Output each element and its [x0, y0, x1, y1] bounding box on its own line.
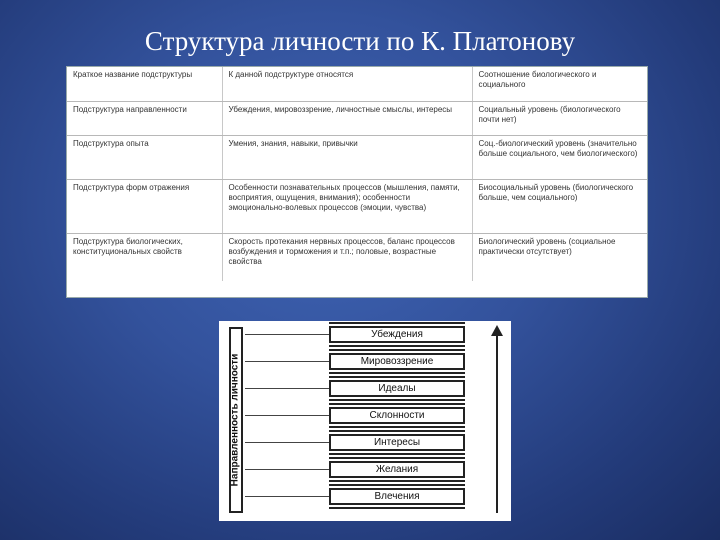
table-cell: Подструктура направленности [67, 101, 222, 135]
level-box: Склонности [329, 407, 465, 424]
connector-line [245, 496, 329, 497]
level-box: Идеалы [329, 380, 465, 397]
table-cell: Убеждения, мировоззрение, личностные смыслы, интересы [222, 101, 472, 135]
slide-title: Структура личности по К. Платонову [144, 26, 576, 56]
table-row [67, 101, 647, 135]
table-cell: Биологический уровень (социальное практически отсутствует) [478, 236, 616, 256]
orientation-axis-label: Направленность личности [229, 353, 241, 487]
table-row [67, 179, 647, 233]
level-box: Мировоззрение [329, 353, 465, 370]
connector-line [245, 415, 329, 416]
table-cell: Умения, знания, навыки, привычки [222, 135, 472, 179]
table-cell: Подструктура опыта [67, 135, 222, 179]
upward-arrow-line [496, 335, 498, 513]
header-cell-components: К данной подструктуре относятся [222, 67, 472, 101]
table-row [67, 135, 647, 179]
up-arrow-icon [491, 325, 503, 336]
table-cell: Социальный уровень (биологического почти нет) [472, 101, 647, 135]
header-cell-ratio: Соотношение биологического и социального [472, 67, 647, 101]
header-cell-substructure: Краткое название подструктуры [67, 67, 222, 101]
personality-structure-table [66, 66, 648, 298]
level-box: Интересы [329, 434, 465, 451]
level-box: Желания [329, 461, 465, 478]
connector-line [245, 442, 329, 443]
table-cell: Соц.-биологический уровень (значительно больше социального, чем биологического) [472, 135, 647, 179]
connector-line [245, 388, 329, 389]
table-cell: Скорость протекания нервных процессов, баланс процессов возбуждения и торможения и т.п.; половые, возрастные свойства [222, 233, 472, 281]
orientation-hierarchy-diagram [219, 321, 511, 521]
table-header-row [67, 67, 647, 101]
table-cell: Подструктура форм отражения [67, 179, 222, 233]
table-cell: Биосоциальный уровень (биологического больше, чем социального) [472, 179, 647, 233]
level-box: Влечения [329, 488, 465, 505]
level-box: Убеждения [329, 326, 465, 343]
table-cell: Особенности познавательных процессов (мышления, памяти, восприятия, ощущения, внимания); особенности эмоционально-волевых процессов (эмоции, чувства) [222, 179, 472, 233]
table-row [67, 233, 647, 281]
connector-line [245, 334, 329, 335]
connector-line [245, 361, 329, 362]
connector-line [245, 469, 329, 470]
table-cell: Подструктура биологических, конституциональных свойств [67, 233, 222, 281]
